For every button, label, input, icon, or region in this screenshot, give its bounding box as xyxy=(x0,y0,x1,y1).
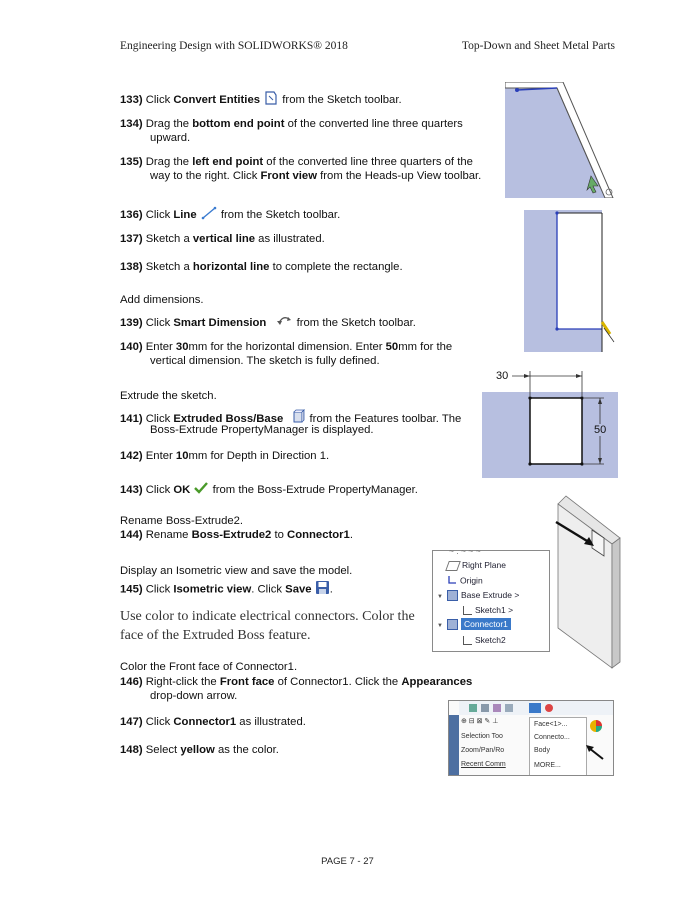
dimension-30: 30 xyxy=(496,370,509,382)
step-147: 147) Click Connector1 as illustrated. xyxy=(120,716,306,728)
note-extrude: Extrude the sketch. xyxy=(120,390,217,402)
toolbar-row-2: ⊕ ⊟ ⊠ ✎ ⊥ xyxy=(461,718,499,725)
context-toolbar xyxy=(459,701,613,715)
appearance-color-icon xyxy=(589,719,603,738)
extrude-feature-icon xyxy=(447,619,458,630)
header-right: Top-Down and Sheet Metal Parts xyxy=(461,40,615,52)
step-number: 133) xyxy=(120,93,143,106)
dropdown-item-connector[interactable]: Connecto... xyxy=(534,734,570,741)
header-left: Engineering Design with SOLIDWORKS® 2018 xyxy=(120,40,348,52)
step-133: 133) Click Convert Entities from the Sketch toolbar. xyxy=(120,90,402,110)
dimension-50: 50 xyxy=(594,424,607,436)
step-134: 134) Drag the bottom end point of the converted line three quarters xyxy=(120,118,463,130)
model-edge xyxy=(449,715,459,775)
note-display: Display an Isometric view and save the model. xyxy=(120,565,353,577)
tree-row-connector1[interactable] xyxy=(437,619,511,630)
save-icon xyxy=(315,580,330,599)
dropdown-item-face[interactable]: Face<1>... xyxy=(534,721,568,728)
menu-item-recent-commands[interactable]: Recent Comm xyxy=(461,761,506,768)
note-add-dimensions: Add dimensions. xyxy=(120,294,204,306)
pointer-arrow-icon xyxy=(583,743,605,766)
color-connectors-note: Use color to indicate electrical connectors. Color the face of the Extruded Boss feature. xyxy=(120,609,415,643)
step-141-line2: Boss-Extrude PropertyManager is displayed. xyxy=(150,424,374,436)
dropdown-item-body[interactable]: Body xyxy=(534,747,550,754)
context-menu-figure xyxy=(448,700,614,776)
origin-icon xyxy=(447,575,457,587)
step-138: 138) Sketch a horizontal line to complete the rectangle. xyxy=(120,261,403,273)
expand-arrow-icon[interactable]: ▼ xyxy=(437,594,443,600)
note-rename: Rename Boss-Extrude2. xyxy=(120,515,244,527)
page-number: PAGE 7 - 27 xyxy=(321,856,374,867)
step-145: 145) Click Isometric view. Click Save . xyxy=(120,580,333,599)
figure-dimensioned-rectangle xyxy=(482,368,618,483)
ok-check-icon xyxy=(193,481,209,499)
figure-converted-edge xyxy=(505,82,617,203)
figure-sketch-rectangle xyxy=(524,210,616,357)
step-139: 139) Click Smart Dimension from the Sketch toolbar. xyxy=(120,313,416,333)
line-tool-icon xyxy=(200,205,218,225)
note-color-front: Color the Front face of Connector1. xyxy=(120,661,298,673)
tree-row-top-plane-cut: ~ . ~ ~ ~ xyxy=(449,546,481,556)
smart-dimension-icon xyxy=(275,313,293,333)
plane-icon xyxy=(445,561,461,571)
tree-row-origin[interactable]: Origin xyxy=(447,575,483,587)
step-140-line2: vertical dimension. The sketch is fully defined. xyxy=(150,355,380,367)
step-144: 144) Rename Boss-Extrude2 to Connector1. xyxy=(120,529,353,541)
step-137: 137) Sketch a vertical line as illustrated. xyxy=(120,233,325,245)
step-143: 143) Click OK from the Boss-Extrude PropertyManager. xyxy=(120,481,418,499)
expand-arrow-icon[interactable]: ▼ xyxy=(437,623,443,629)
menu-item-zoom-pan[interactable]: Zoom/Pan/Ro xyxy=(461,747,505,754)
tree-row-sketch1[interactable]: Sketch1 > xyxy=(463,605,513,615)
step-140: 140) Enter 30mm for the horizontal dimension. Enter 50mm for the xyxy=(120,341,453,353)
step-135: 135) Drag the left end point of the converted line three quarters of the xyxy=(120,156,473,168)
dropdown-item-more[interactable]: MORE... xyxy=(534,762,561,769)
selected-feature-label: Connector1 xyxy=(461,618,511,630)
step-146: 146) Right-click the Front face of Connector1. Click the Appearances xyxy=(120,676,473,688)
feature-tree xyxy=(432,546,550,652)
step-136: 136) Click Line from the Sketch toolbar. xyxy=(120,205,340,225)
step-148: 148) Select yellow as the color. xyxy=(120,744,279,756)
tree-row-sketch2[interactable]: Sketch2 xyxy=(463,635,506,645)
appearance-dropdown xyxy=(529,717,587,776)
tree-row-base-extrude[interactable]: ▼ Base Extrude > xyxy=(437,590,520,600)
step-141: 141) Click Extruded Boss/Base from the Features toolbar. The xyxy=(120,409,461,429)
step-146-line2: drop-down arrow. xyxy=(150,690,238,702)
figure-isometric-part xyxy=(554,490,624,675)
menu-item-selection-tools[interactable]: Selection Too xyxy=(461,733,503,740)
step-142: 142) Enter 10mm for Depth in Direction 1. xyxy=(120,450,330,462)
extrude-feature-icon xyxy=(447,590,458,601)
tree-row-right-plane[interactable]: Right Plane xyxy=(447,560,506,571)
step-135-line2: way to the right. Click Front view from the Heads-up View toolbar. xyxy=(150,170,482,182)
convert-entities-icon xyxy=(263,90,279,110)
sketch-icon xyxy=(463,606,472,615)
sketch-icon xyxy=(463,636,472,645)
step-134-line2: upward. xyxy=(150,132,191,144)
